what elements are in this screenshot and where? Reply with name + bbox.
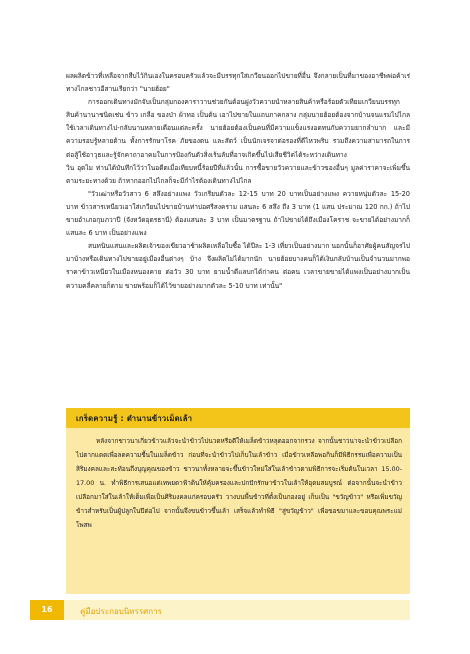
- paragraph: ผลผลิตข้าวที่เหลือจากสืบไว้กินเองในครอบครัวแล้วจะมีบรรทุกใส่เกวียนออกไปขายที่อื่น จึงกลายเป็นที่มาของอาชีพพ่อค้าเร่ทางไกลชาวอีสานเรียกว่า "นายฮ้อย": [66, 72, 410, 94]
- footer-bar: [64, 600, 410, 620]
- knowledge-box-title: เกร็ดความรู้ : ตำนานข้าวเม็ดเล้า: [76, 414, 193, 423]
- knowledge-box-paragraph: หลังจากชาวนาเกี่ยวข้าวแล้วจะนำข้าวไปนวดหรือตีให้เมล็ดข้าวหลุดออกจากรวง จากนั้นชาวนาจะนำข้าวเปลือกไปตากแดดเพื่อลดความชื้นในเมล็ดข้าว ก่อนที่จะนำข้าวไปเก็บในเล้าข้าว เมื่อข้าวเหลือพอกินก็มีพิธีกรรมเพื่อความเป็นสิริมงคลและสะท้อนถึงบุญคุณของข้าว ชาวนาทั้งหลายจะขึ้นข้าวใหม่ใส่ในเล้าข้าวตามพิธีการจะเริ่มต้นในเวลา 15.00-17.00 น. ทำพิธีการเสนอแด่เทพยดาฟ้าดินให้คุ้มครองและปกปักรักษาข้าวในเล้าให้อุดมสมบูรณ์ ต่อจากนั้นจะนำข้าวเปลือกมาใส่ในเล้าให้เต็มเพื่อเป็นศิริมงคลแก่ครอบครัว วางบนพื้นข้าวที่ตั้งเป็นกองอยู่ เก็บเป็น "ขวัญข้าว" หรือเพิ่มขวัญข้าวสำหรับเป็นผู้ปลูกในปีต่อไป จากนั้นจึงขนข้าวขึ้นเล้า เสร็จแล้วทำพิธี "สู่ขวัญข้าว" เพื่อขอขมาและขอบคุณพระแม่โพสพ: [76, 437, 402, 529]
- paragraph: วิน อุตไม ท่านได้บันทึกไว้ว่าในอดีตเมื่อเทียบหนี้ร้อยปีที่แล้วนั้น การซื้อขายวัวควายและข้าวของอื่นๆ มูลค่าราคาจะเพิ่มขึ้นตามระยะทางด้วย ถ้าหากออกไปไกลก็จะมีกำไรต้องเดินทางไปไกล: [66, 163, 410, 185]
- paragraph: สนทนินแสนและผลิตเจ้าของเขียวอาช้าผลิตเหลือใบซื้อ ได้ปีละ 1-3 เที่ยวเป็นอย่างมาก นอกนั้นก็อาศัยผู้คนสัญจรไปมาบ้างหรือเดินทางไปขายอยู่เมืองอื่นต่างๆ บ้าง จึงผลิตไม่ได้มากนัก นายฮ้อยบางคนก็ได้เงินกลับบ้านเป็นจำนวนมากพอ ราคาข้าวเหนียวในเมืองหนองคาย ต่อวัว 30 บาท ยามน้ำดีแลบกได้ก่าคน ต่อคน เวลาขายขายได้แพงเป็นอย่างมากเป็นความคลี่คลายก็ตาม ขายพร้อมก็ได้ไว้ขายอย่างมากตัวละ 5-10 บาท เท่านั้น": [66, 242, 410, 290]
- book-title: คู่มือประกอบนิทรรศการ: [80, 607, 162, 616]
- paragraph: "วัวเฒ่าหรือวัวสาว 6 สลึงอย่างแพง วัวเกรียนตัวละ 12-15 บาท 20 บาทเป็นอย่างแพง ควายหนุ่มตัวละ 15-20 บาท ข้าวสารเหนียวเอาใส่เกวียนไปขายบ้านท่าบ่อศรีสงคราม แสนละ 6 สลึง ถึง 3 บาท (1 แสน ประมาณ 120 กก.) ถ้าไปขายอำเภอกุมภวาปี (จังหวัดอุดรธานี) ต้องแสนละ 3 บาท เป็นมาตรฐาน ถ้าไปขายได้ถึงเมืองโคราช จะขายได้อย่างมากก็แสนละ 6 บาท เป็นอย่างแพง: [66, 189, 410, 238]
- knowledge-box-header: [66, 408, 410, 428]
- main-body-text: [66, 70, 410, 293]
- paragraph: การออกเดินทางมักจับเป็นกลุ่มกองคาราวานช่วยกันต้อนฝูงวัวควายนำหลายสินค้าหรือร้อยตัวเทียมเกวียนบรรทุกสินค้านานาชนิดเช่น ข้าว เกลือ ของป่า ผ้าทอ เป็นต้น เอาไปขายในแถบภาคกลาง กลุ่มนายฮ้อยต้องจากบ้านจนแรมไปไกลใช้เวลาเดินทางไป-กลับนานหลายเดือนแต่ละครั้ง นายฮ้อยต้องเป็นคนที่มีความแข็งแรงอดทนกับความยากลำบาก และมีความรอบรู้หลายด้าน ทั้งการรักษาโรค ภัยของตน และสัตว์ เป็นนักเจรจาต่อรองที่ดีไหวพริบ รวมถึงความสามารถในการต่อสู้ใช้อาวุธและรู้จักคาถาอาคมในการป้องกันตัวสิ่งเร้นลับที่อาจเกิดขึ้นไปเสียชีวิตได้ระหว่างเดินทาง: [66, 98, 410, 159]
- page-number-tab: [30, 600, 64, 620]
- knowledge-box: [66, 408, 410, 594]
- knowledge-box-body: [76, 434, 402, 532]
- page-number: 16: [41, 605, 53, 614]
